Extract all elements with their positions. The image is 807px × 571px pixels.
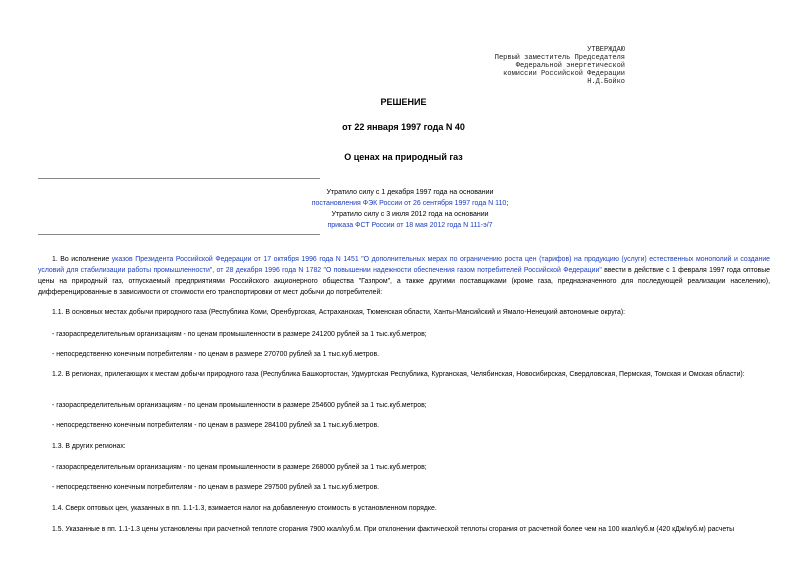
paragraph-text: 1.2. В регионах, прилегающих к местам добычи природного газа (Республика Башкортостан, Удмуртская Республика, Курганская, Челябинская, Новосибирская, Свердловская, Пермская, Томская и Омская области): bbox=[52, 371, 745, 378]
paragraph-1-2-b: - непосредственно конечным потребителям - по ценам в размере 284100 рублей за 1 тыс.куб.метров. bbox=[52, 422, 380, 429]
approval-line: УТВЕРЖДАЮ bbox=[587, 46, 625, 54]
paragraph-text: 1. Во исполнение bbox=[52, 256, 112, 263]
decrees-link[interactable]: указов Президента Российской Федерации от 17 октября 1996 года N 1451 "О дополнительных мерах по ограничению роста цен (тарифов) на продукцию (услуги) естественных монополий и создание условий для стабилизации работы промышленности", от 28 декабря 1996 года N 1782 "О повышении надежности обеспечения газом потребителей Российской Федерации" bbox=[38, 256, 770, 274]
punctuation: ; bbox=[506, 200, 509, 207]
paragraph-1-2 bbox=[38, 369, 770, 380]
status-note: Утратило силу с 3 июля 2012 года на основании bbox=[331, 211, 489, 218]
paragraph-1-3-a: - газораспределительным организациям - по ценам промышленности в размере 268000 рублей за 1 тыс.куб.метров; bbox=[52, 464, 427, 471]
paragraph-text: ввести в действие с 1 февраля 1997 года оптовые цены на природный газ, отпускаемый предприятиями Российского акционерного общества "Газпром", а также другими поставщиками (кроме газа, предназначенного для последующей реализации населению), дифференцированные в зависимости от стоимости его транспортировки от мест добычи до потребителей: bbox=[38, 267, 771, 296]
document-date: от 22 января 1997 года N 40 bbox=[342, 122, 465, 132]
approval-block bbox=[470, 46, 625, 86]
paragraph-1-3-b: - непосредственно конечным потребителям - по ценам в размере 297500 рублей за 1 тыс.куб.метров. bbox=[52, 484, 380, 491]
revocation-link-1[interactable]: постановления ФЭК России от 26 сентября 1997 года N 110 bbox=[311, 200, 507, 207]
status-notes bbox=[290, 187, 530, 231]
revocation-link-2[interactable]: приказа ФСТ России от 18 мая 2012 года N 111-э/7 bbox=[327, 222, 493, 229]
paragraph-1-2-a: - газораспределительным организациям - по ценам промышленности в размере 254600 рублей за 1 тыс.куб.метров; bbox=[52, 402, 427, 409]
approval-line: Н.Д.Бойко bbox=[587, 78, 625, 86]
document-type: РЕШЕНИЕ bbox=[380, 97, 427, 107]
paragraph-1-1-b: - непосредственно конечным потребителям - по ценам в размере 270700 рублей за 1 тыс.куб.метров. bbox=[52, 351, 380, 358]
paragraph-1-3: 1.3. В других регионах: bbox=[52, 443, 126, 450]
divider-top bbox=[38, 178, 320, 179]
paragraph-1-4: 1.4. Сверх оптовых цен, указанных в пп. 1.1-1.3, взимается налог на добавленную стоимость в установленном порядке. bbox=[52, 505, 437, 512]
status-note: Утратило силу с 1 декабря 1997 года на основании bbox=[326, 189, 494, 196]
paragraph-1-1: 1.1. В основных местах добычи природного газа (Республика Коми, Оренбургская, Астраханская, Тюменская области, Ханты-Мансийский и Ямало-Ненецкий автономные округа): bbox=[52, 309, 626, 316]
approval-line: комиссии Российской Федерации bbox=[503, 70, 625, 78]
approval-line: Первый заместитель Председателя bbox=[494, 54, 625, 62]
paragraph-1 bbox=[38, 254, 770, 298]
divider-bottom bbox=[38, 234, 320, 235]
status-note-link-row bbox=[290, 220, 530, 231]
approval-line: Федеральной энергетической bbox=[515, 62, 625, 70]
status-note-link-row bbox=[290, 198, 530, 209]
paragraph-1-5: 1.5. Указанные в пп. 1.1-1.3 цены установлены при расчетной теплоте сгорания 7900 ккал/куб.м. При отклонении фактической теплоты сгорания от расчетной более чем на 100 ккал/куб.м (420 кДж/куб.м) расчеты bbox=[52, 526, 735, 533]
document-title: О ценах на природный газ bbox=[344, 152, 463, 162]
paragraph-1-1-a: - газораспределительным организациям - по ценам промышленности в размере 241200 рублей за 1 тыс.куб.метров; bbox=[52, 331, 427, 338]
